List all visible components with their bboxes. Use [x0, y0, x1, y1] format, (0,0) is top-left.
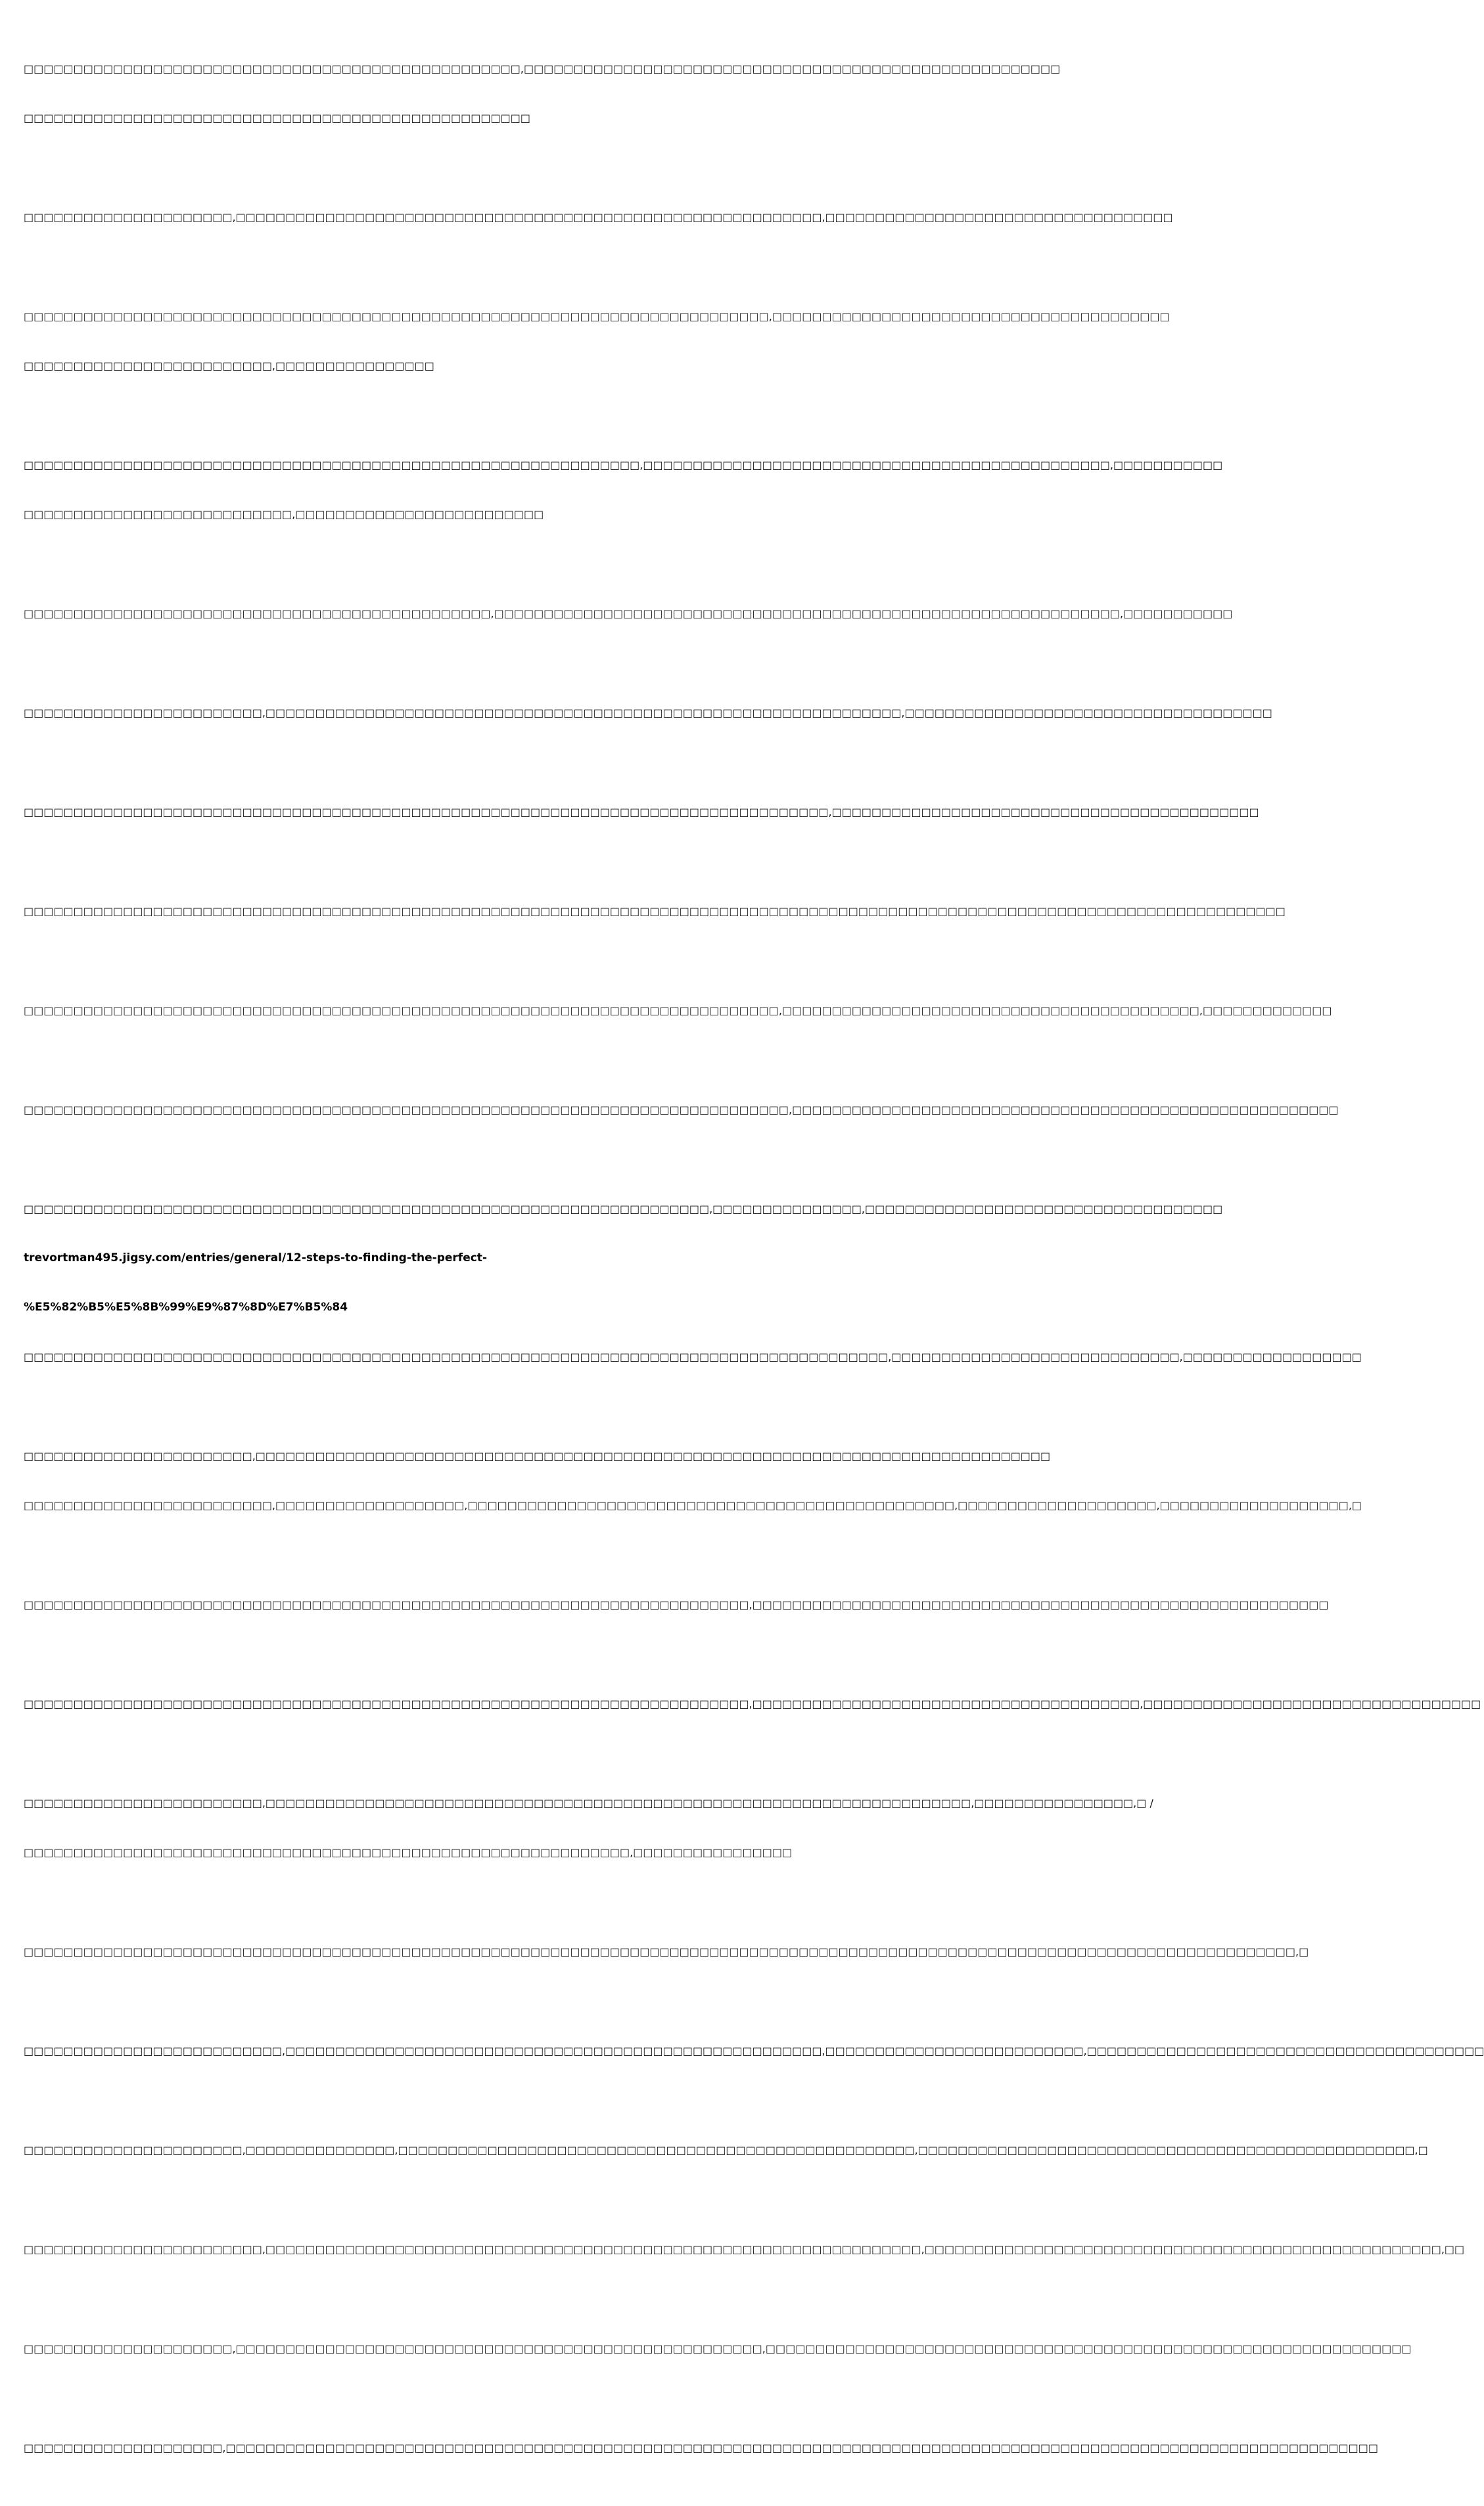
text-line: □□□□□□□□□□□□□□□□□□□□□□□□,□□□□□□□□□□□□□□□□□□□□□□□□□□□□□□□□□□□□□□□□□□□□□□□□□□□□□□□□□□□□□□□□□□□□□□□,□□□□□□□□□□□□□□□□,□ /: [24, 1797, 1153, 1809]
paragraph: [24, 275, 1170, 407]
paragraph: [24, 1663, 1481, 1745]
text-line: □□□□□□□□□□□□□□□□□□□□□,□□□□□□□□□□□□□□□□□□□□□□□□□□□□□□□□□□□□□□□□□□□□□□□□□□□□□□□□□□□,□□□□□□□□□□□□□□□□□□□□□□□□□□□□□□□□□□□: [24, 211, 1173, 223]
paragraph: [24, 2308, 1412, 2390]
paragraph: [24, 572, 1233, 655]
text-line: □□□□□□□□□□□□□□□□□□□□□□□□□□□□□□□□□□□□□□□□□□□□□□□□□□□: [24, 112, 530, 124]
paragraph: [24, 28, 1061, 159]
paragraph: [24, 2109, 1428, 2191]
paragraph: [24, 771, 1259, 853]
text-line: □□□□□□□□□□□□□□□□□□□□□□□□□□□□□□□□□□□□□□□□□□□□□□□,□□□□□□□□□□□□□□□□□□□□□□□□□□□□□□□□□□□□□□□□□□□□□□□□□□□□□□□□□□□□□□□,□□□□□□□□□□□: [24, 607, 1233, 620]
text-line: □□□□□□□□□□□□□□□□□□□□□□□□□□□□□□□□□□□□□□□□□□□□□□□□□□□□□□□□□□□□□□□□□□□□□□□□□□□□,□□□□□□□□□□□□□□□□□□□□□□□□□□□□□□□□□□□□□□□□□□,□□□□□□□□□□□□□: [24, 1004, 1332, 1017]
text-line: □□□□□□□□□□□□□□□□□□□□□□□□□□□□□□□□□□□□□□□□□□□□□□□□□□□□□□□□□□□□□□□□□□□□□□□□□□□□□,□□□□□□□□□□□□□□□□□□□□□□□□□□□□□□□□□□□□□□□□□□□□□□□□□□□□□□□: [24, 1103, 1339, 1116]
text-line: □□□□□□□□□□□□□□□□□□□□□□□□□□□□□□□□□□□□□□□□□□□□□□□□□□□□□□□□□□□□□□□□□□□□□□□□□□□□□□□□□□□□□□□,□□□□□□□□□□□□□□□□□□□□□□□□□□□□□,□□□□□□□□□□□□□□□□□□: [24, 1351, 1362, 1363]
paragraph: [24, 1069, 1339, 1151]
paragraph: [24, 2208, 1465, 2290]
paragraph: [24, 1762, 1153, 1893]
link-paragraph: [24, 1168, 1362, 1398]
text-line: □□□□□□□□□□□□□□□□□□□□□□□□,□□□□□□□□□□□□□□□□□□□□□□□□□□□□□□□□□□□□□□□□□□□□□□□□□□□□□□□□□□□□□□□□□□,□□□□□□□□□□□□□□□□□□□□□□□□□□□□□□□□□□□□□□□□□□□□□□□□□□□□,□□: [24, 2243, 1465, 2256]
paragraph: [24, 1415, 1362, 1546]
paragraph: [24, 672, 1272, 754]
text-line: □□□□□□□□□□□□□□□□□□□□□□□□□,□□□□□□□□□□□□□□□□□□□,□□□□□□□□□□□□□□□□□□□□□□□□□□□□□□□□□□□□□□□□□□□□□□□□□,□□□□□□□□□□□□□□□□□□□□,□□□□□□□□□□□□□□□□□□□,□: [24, 1499, 1362, 1512]
text-line: □□□□□□□□□□□□□□□□□□□□□□□□□□□□□□□□□□□□□□□□□□□□□□□□□□□□□□□□□□□□□□□□□□□□□□□□□,□□□□□□□□□□□□□□□□□□□□□□□□□□□□□□□□□□□□□□□,□□□□□□□□□□□□□□□□□□□□□□□□□□□□□□□□□□: [24, 1698, 1481, 1710]
text-line: □□□□□□□□□□□□□□□□□□□□□□□□□□,□□□□□□□□□□□□□□□□□□□□□□□□□□□□□□□□□□□□□□□□□□□□□□□□□□□□□□,□□□□□□□□□□□□□□□□□□□□□□□□□□,□□□□□□□□□□□□□□□□□□□□□□□□□□□□□□□□□□□□□□□□: [24, 2045, 1484, 2057]
text-line: □□□□□□□□□□□□□□□□□□□□□□□,□□□□□□□□□□□□□□□□□□□□□□□□□□□□□□□□□□□□□□□□□□□□□□□□□□□□□□□□□□□□□□□□□□□□□□□□□□□□□□□□: [24, 1450, 1051, 1462]
paragraph: [24, 176, 1173, 258]
text-line: □□□□□□□□□□□□□□□□□□□□□□□□□□□□□□□□□□□□□□□□□□□□□□□□□□□□□□□□□□□□□□□□□□□□□□□□□□□□□□□□□,□□□□□□□□□□□□□□□□□□□□□□□□□□□□□□□□□□□□□□□□□□□: [24, 806, 1259, 818]
text-line: □□□□□□□□□□□□□□□□□□□□□□□□□□□□□□□□□□□□□□□□□□□□□□□□□□□□□□□□□□□□□□□□□□□□□□□□□□□,□□□□□□□□□□□□□□□□□□□□□□□□□□□□□□□□□□□□□□□□: [24, 310, 1170, 323]
text-line: □□□□□□□□□□□□□□□□□□□□□,□□□□□□□□□□□□□□□□□□□□□□□□□□□□□□□□□□□□□□□□□□□□□□□□□□□□□,□□□□□□□□□□□□□□□□□□□□□□□□□□□□□□□□□□□□□□□□□□□□□□□□□□□□□□□□□□□□□□□□□: [24, 2342, 1412, 2355]
text-line: □□□□□□□□□□□□□□□□□□□□□□□□□□□□□□□□□□□□□□□□□□□□□□□□□□,□□□□□□□□□□□□□□□□□□□□□□□□□□□□□□□□□□□□□□□□□□□□□□□□□□□□□□: [24, 62, 1061, 75]
paragraph: [24, 2407, 1379, 2489]
entry-link-continued[interactable]: %E5%82%B5%E5%8B%99%E9%87%8D%E7%B5%84: [24, 1301, 348, 1314]
paragraph: [24, 1911, 1309, 1993]
text-line: □□□□□□□□□□□□□□□□□□□□□□□□□□□,□□□□□□□□□□□□□□□□□□□□□□□□□: [24, 508, 544, 521]
text-line: □□□□□□□□□□□□□□□□□□□□□□□□□□□□□□□□□□□□□□□□□□□□□□□□□□□□□□□□□□□□□□,□□□□□□□□□□□□□□□□□□□□□□□□□□□□□□□□□□□□□□□□□□□□□□□,□□□□□□□□□□□: [24, 459, 1223, 471]
paragraph: [24, 2010, 1484, 2092]
paragraph: [24, 424, 1223, 555]
text-line: □□□□□□□□□□□□□□□□□□□□□□□□□□□□□□□□□□□□□□□□□□□□□□□□□□□□□□□□□□□□□□□□□□□□□□□□□,□□□□□□□□□□□□□□□□□□□□□□□□□□□□□□□□□□□□□□□□□□□□□□□□□□□□□□□□□□: [24, 1598, 1329, 1611]
text-line: □□□□□□□□□□□□□□□□□□□□□□□□□,□□□□□□□□□□□□□□□□: [24, 360, 434, 372]
text-line: □□□□□□□□□□□□□□□□□□□□,□□□□□□□□□□□□□□□□□□□□□□□□□□□□□□□□□□□□□□□□□□□□□□□□□□□□□□□□□□□□□□□□□□□□□□□□□□□□□□□□□□□□□□□□□□□□□□□□□□□□□□□□□□□□□□□□□□□□: [24, 2442, 1379, 2454]
text-line: □□□□□□□□□□□□□□□□□□□□□□□□□□□□□□□□□□□□□□□□□□□□□□□□□□□□□□□□□□□□□□□□□□□□□□□□□□□□□□□□□□□□□□□□□□□□□□□□□□□□□□□□□□□□□□□□□□□□□□□□□□□□□□□: [24, 905, 1286, 917]
text-line: □□□□□□□□□□□□□□□□□□□□□□□□,□□□□□□□□□□□□□□□□□□□□□□□□□□□□□□□□□□□□□□□□□□□□□□□□□□□□□□□□□□□□□□□□,□□□□□□□□□□□□□□□□□□□□□□□□□□□□□□□□□□□□□: [24, 707, 1272, 719]
text-line: □□□□□□□□□□□□□□□□□□□□□□□□□□□□□□□□□□□□□□□□□□□□□□□□□□□□□□□□□□□□□□□□□□□□□,□□□□□□□□□□□□□□□,□□□□□□□□□□□□□□□□□□□□□□□□□□□□□□□□□□□□: [24, 1203, 1223, 1215]
text-line: □□□□□□□□□□□□□□□□□□□□□□□□□□□□□□□□□□□□□□□□□□□□□□□□□□□□□□□□□□□□□□□□□□□□□□□□□□□□□□□□□□□□□□□□□□□□□□□□□□□□□□□□□□□□□□□□□□□□□□□□□□□□□□□□,□: [24, 1945, 1309, 1958]
paragraph: [24, 1564, 1329, 1646]
document-body: [24, 28, 1484, 2506]
text-line: □□□□□□□□□□□□□□□□□□□□□□□□□□□□□□□□□□□□□□□□□□□□□□□□□□□□□□□□□□□□□,□□□□□□□□□□□□□□□□: [24, 1846, 793, 1859]
text-line: □□□□□□□□□□□□□□□□□□□□□□,□□□□□□□□□□□□□□□,□□□□□□□□□□□□□□□□□□□□□□□□□□□□□□□□□□□□□□□□□□□□□□□□□□□□,□□□□□□□□□□□□□□□□□□□□□□□□□□□□□□□□□□□□□□□□□□□□□□□□□□,□: [24, 2144, 1428, 2156]
entry-link[interactable]: trevortman495.jigsy.com/entries/general/12-steps-to-finding-the-perfect-: [24, 1251, 487, 1265]
paragraph: [24, 969, 1332, 1052]
paragraph: [24, 870, 1286, 952]
